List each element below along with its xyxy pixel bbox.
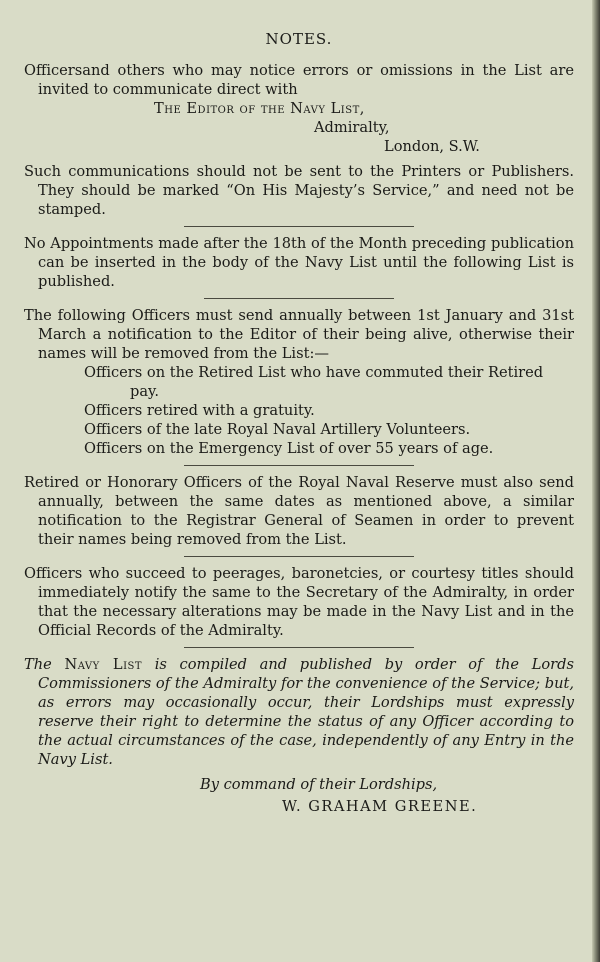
divider [184, 226, 414, 227]
signature-name: W. GRAHAM GREENE. [282, 798, 478, 815]
list-item: Officers on the Emergency List of over 55 years of age. [84, 440, 494, 457]
disclaimer-lead: The [24, 656, 52, 673]
address-editor-text: The Editor of the Navy List, [154, 100, 365, 117]
page-title: NOTES. [265, 30, 333, 48]
divider [184, 465, 414, 466]
page-edge [592, 0, 600, 962]
list-item: Officers of the late Royal Naval Artillery Volunteers. [84, 421, 471, 438]
divider [184, 556, 414, 557]
note-disclaimer [24, 655, 574, 769]
disclaimer-text: is compiled and published by order of the Lords Commissioners of the Admiralty for the convenience of the Service; but, as errors may occasionally occur, their Lordships must expressly reserve their right to determine the status of any Officer according to the actual circumstances of the case, independently of any Entry in the Navy List. [38, 656, 574, 768]
address-london: London, S.W. [384, 138, 480, 155]
list-item: Officers on the Retired List who have commuted their Retired pay. [84, 364, 544, 400]
disclaimer-navy-list: Navy List [64, 656, 143, 673]
note-appointments: No Appointments made after the 18th of the Month preceding publication can be inserted in the body of the Navy List until the following List is published. [24, 235, 574, 290]
officer-list [24, 363, 574, 458]
note-reserve-officers: Retired or Honorary Officers of the Royal Naval Reserve must also send annually, between the same dates as mentioned above, a similar notification to the Registrar General of Seamen in order to prevent their names being removed from the List. [24, 474, 574, 548]
divider [184, 647, 414, 648]
note-annual-notification: The following Officers must send annually between 1st January and 31st March a notification to the Editor of their being alive, otherwise their names will be removed from the List:— [24, 307, 574, 362]
signature-command: By command of their Lordships, [200, 776, 438, 793]
note-peerages: Officers who succeed to peerages, baronetcies, or courtesy titles should immediately notify the same to the Secretary of the Admiralty, in order that the necessary alterations may be made in the Navy List and in the Official Records of the Admiralty. [24, 565, 574, 639]
notes-content [24, 30, 574, 816]
note-errors: Officersand others who may notice errors or omissions in the List are invited to communicate direct with [24, 62, 574, 98]
note-communications: Such communications should not be sent to the Printers or Publishers. They should be marked “On His Majesty’s Service,” and need not be stamped. [24, 163, 574, 218]
list-item: Officers retired with a gratuity. [84, 402, 315, 419]
divider [204, 298, 394, 299]
address-editor [24, 99, 574, 118]
address-admiralty: Admiralty, [314, 119, 390, 136]
